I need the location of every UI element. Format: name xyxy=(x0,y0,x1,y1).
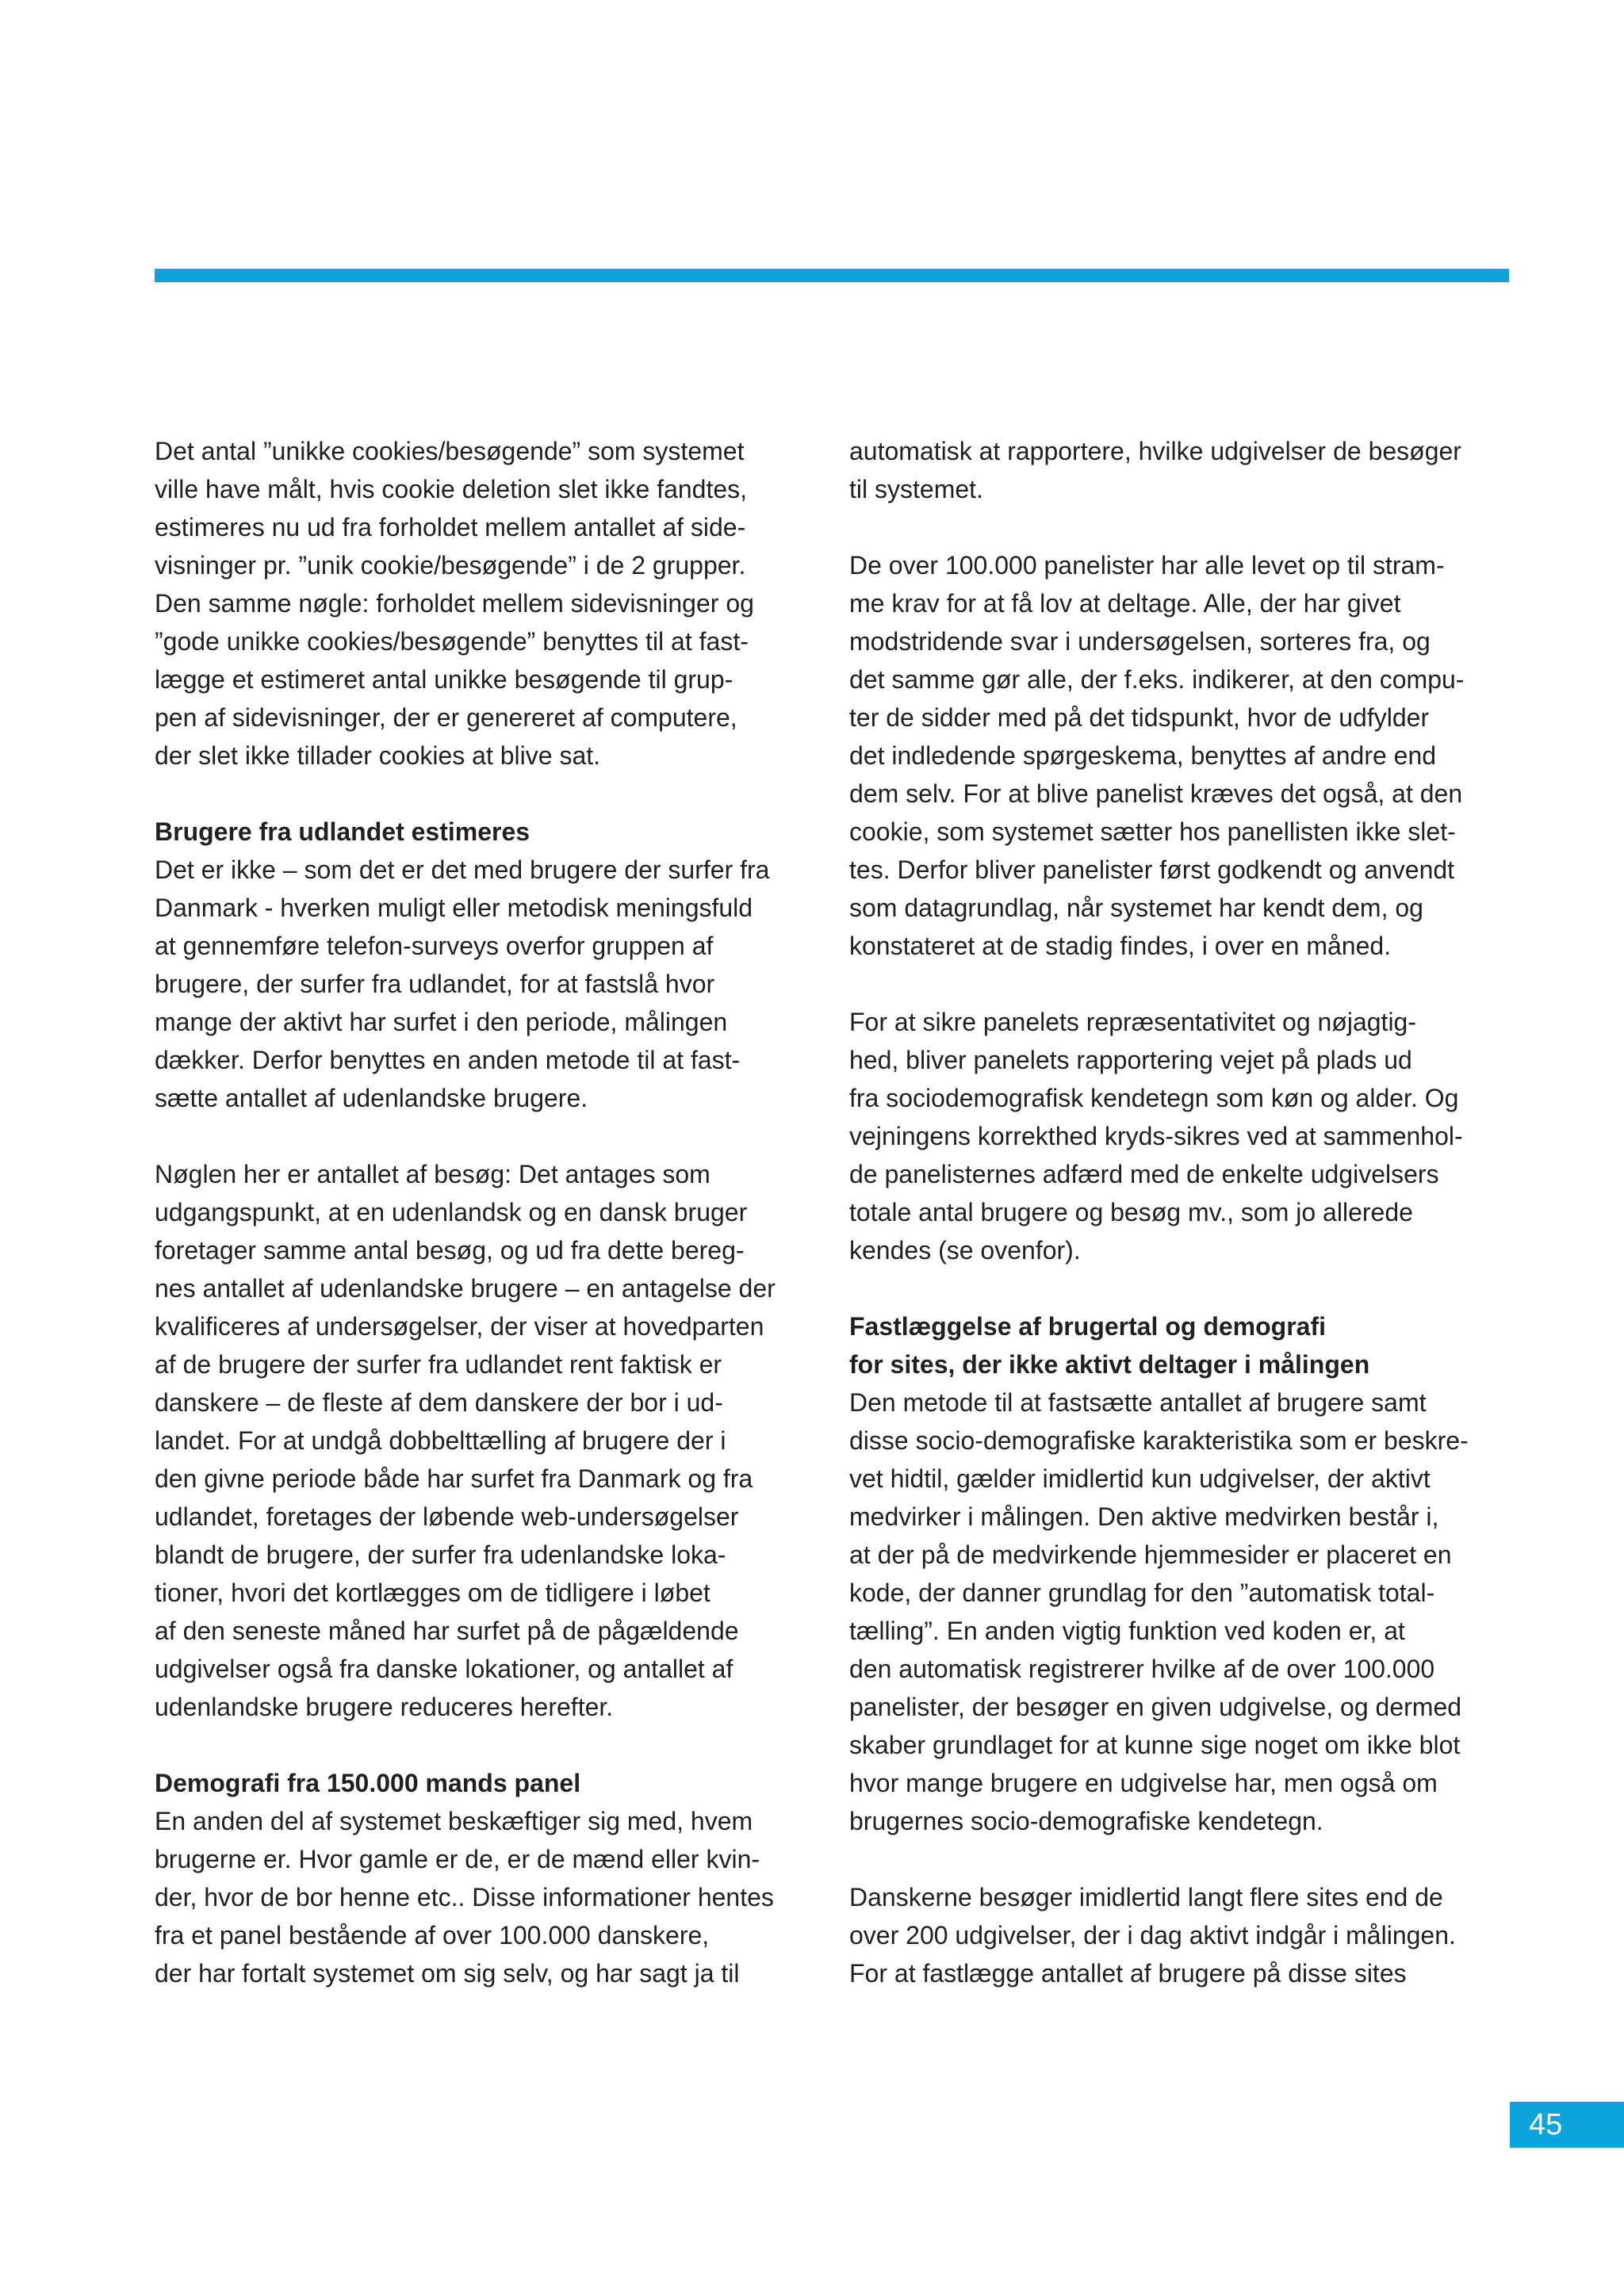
paragraph: Nøglen her er antallet af besøg: Det antages som udgangspunkt, at en udenlandsk og en dansk bruger foretager samme antal besøg, og ud fra dette bereg- nes antallet af udenlandske brugere – en antagelse der kvalificeres af undersøgelser, der viser at hovedparten af de brugere der surfer fra udlandet rent faktisk er danskere – de fleste af dem danskere der bor i ud- landet. For at undgå dobbelttælling af brugere der i den givne periode både har surfet fra Danmark og fra udlandet, foretages der løbende web-undersøgelser blandt de brugere, der surfer fra udenlandske loka- tioner, hvori det kortlægges om de tidligere i løbet af den seneste måned har surfet på de pågældende udgivelser også fra danske lokationer, og antallet af udenlandske brugere reduceres herefter. xyxy=(155,1160,776,1721)
paragraph: De over 100.000 panelister har alle levet op til stram- me krav for at få lov at deltage. Alle, der har givet modstridende svar i undersøgelsen, sorteres fra, og det samme gør alle, der f.eks. indikerer, at den compu- ter de sidder med på det tidspunkt, hvor de udfylder det indledende spørgeskema, benyttes af andre end dem selv. For at blive panelist kræves det også, at den cookie, som systemet sætter hos panellisten ikke slet- tes. Derfor bliver panelister først godkendt og anvendt som datagrundlag, når systemet har kendt dem, og konstateret at de stadig findes, i over en måned. xyxy=(849,551,1465,960)
paragraph: Det antal ”unikke cookies/besøgende” som systemet ville have målt, hvis cookie deletion slet ikke fandtes, estimeres nu ud fra forholdet mellem antallet af side- visninger pr. ”unik cookie/besøgende” i de 2 grupper. Den samme nøgle: forholdet mellem sidevisninger og ”gode unikke cookies/besøgende” benyttes til at fast- lægge et estimeret antal unikke besøgende til grup- pen af sidevisninger, der er genereret af computere, der slet ikke tillader cookies at blive sat. xyxy=(155,437,754,770)
left-column xyxy=(155,432,845,1992)
top-accent-rule xyxy=(155,269,1509,282)
section-heading: Brugere fra udlandet estimeres xyxy=(155,817,530,846)
section-heading: Fastlæggelse af brugertal og demografi for sites, der ikke aktivt deltager i målingen xyxy=(849,1312,1370,1379)
right-column xyxy=(849,432,1539,1992)
paragraph: Det er ikke – som det er det med brugere der surfer fra Danmark - hverken muligt eller metodisk meningsfuld at gennemføre telefon-surveys overfor gruppen af brugere, der surfer fra udlandet, for at fastslå hvor mange der aktivt har surfet i den periode, målingen dækker. Derfor benyttes en anden metode til at fast- sætte antallet af udenlandske brugere. xyxy=(155,855,770,1112)
paragraph: Danskerne besøger imidlertid langt flere sites end de over 200 udgivelser, der i dag aktivt indgår i målingen. For at fastlægge antallet af brugere på disse sites xyxy=(849,1883,1456,1988)
paragraph: For at sikre panelets repræsentativitet og nøjagtig- hed, bliver panelets rapportering vejet på plads ud fra sociodemografisk kendetegn som køn og alder. Og vejningens korrekthed kryds-sikres ved at sammenhol- de panelisternes adfærd med de enkelte udgivelsers totale antal brugere og besøg mv., som jo allerede kendes (se ovenfor). xyxy=(849,1008,1463,1265)
page-number: 45 xyxy=(1510,2102,1624,2148)
section-heading: Demografi fra 150.000 mands panel xyxy=(155,1769,581,1797)
paragraph: automatisk at rapportere, hvilke udgivelser de besøger til systemet. xyxy=(849,437,1461,503)
paragraph: Den metode til at fastsætte antallet af brugere samt disse socio-demografiske karakteristika som er beskre- vet hidtil, gælder imidlertid kun udgivelser, der aktivt medvirker i målingen. Den aktive medvirken består i, at der på de medvirkende hjemmesider er placeret en kode, der danner grundlag for den ”automatisk total- tælling”. En anden vigtig funktion ved koden er, at den automatisk registrerer hvilke af de over 100.000 panelister, der besøger en given udgivelse, og dermed skaber grundlaget for at kunne sige noget om ikke blot hvor mange brugere en udgivelse har, men også om brugernes socio-demografiske kendetegn. xyxy=(849,1388,1469,1835)
paragraph: En anden del af systemet beskæftiger sig med, hvem brugerne er. Hvor gamle er de, er de mænd eller kvin- der, hvor de bor henne etc.. Disse informationer hentes fra et panel bestående af over 100.000 danskere, der har fortalt systemet om sig selv, og har sagt ja til xyxy=(155,1807,774,1988)
